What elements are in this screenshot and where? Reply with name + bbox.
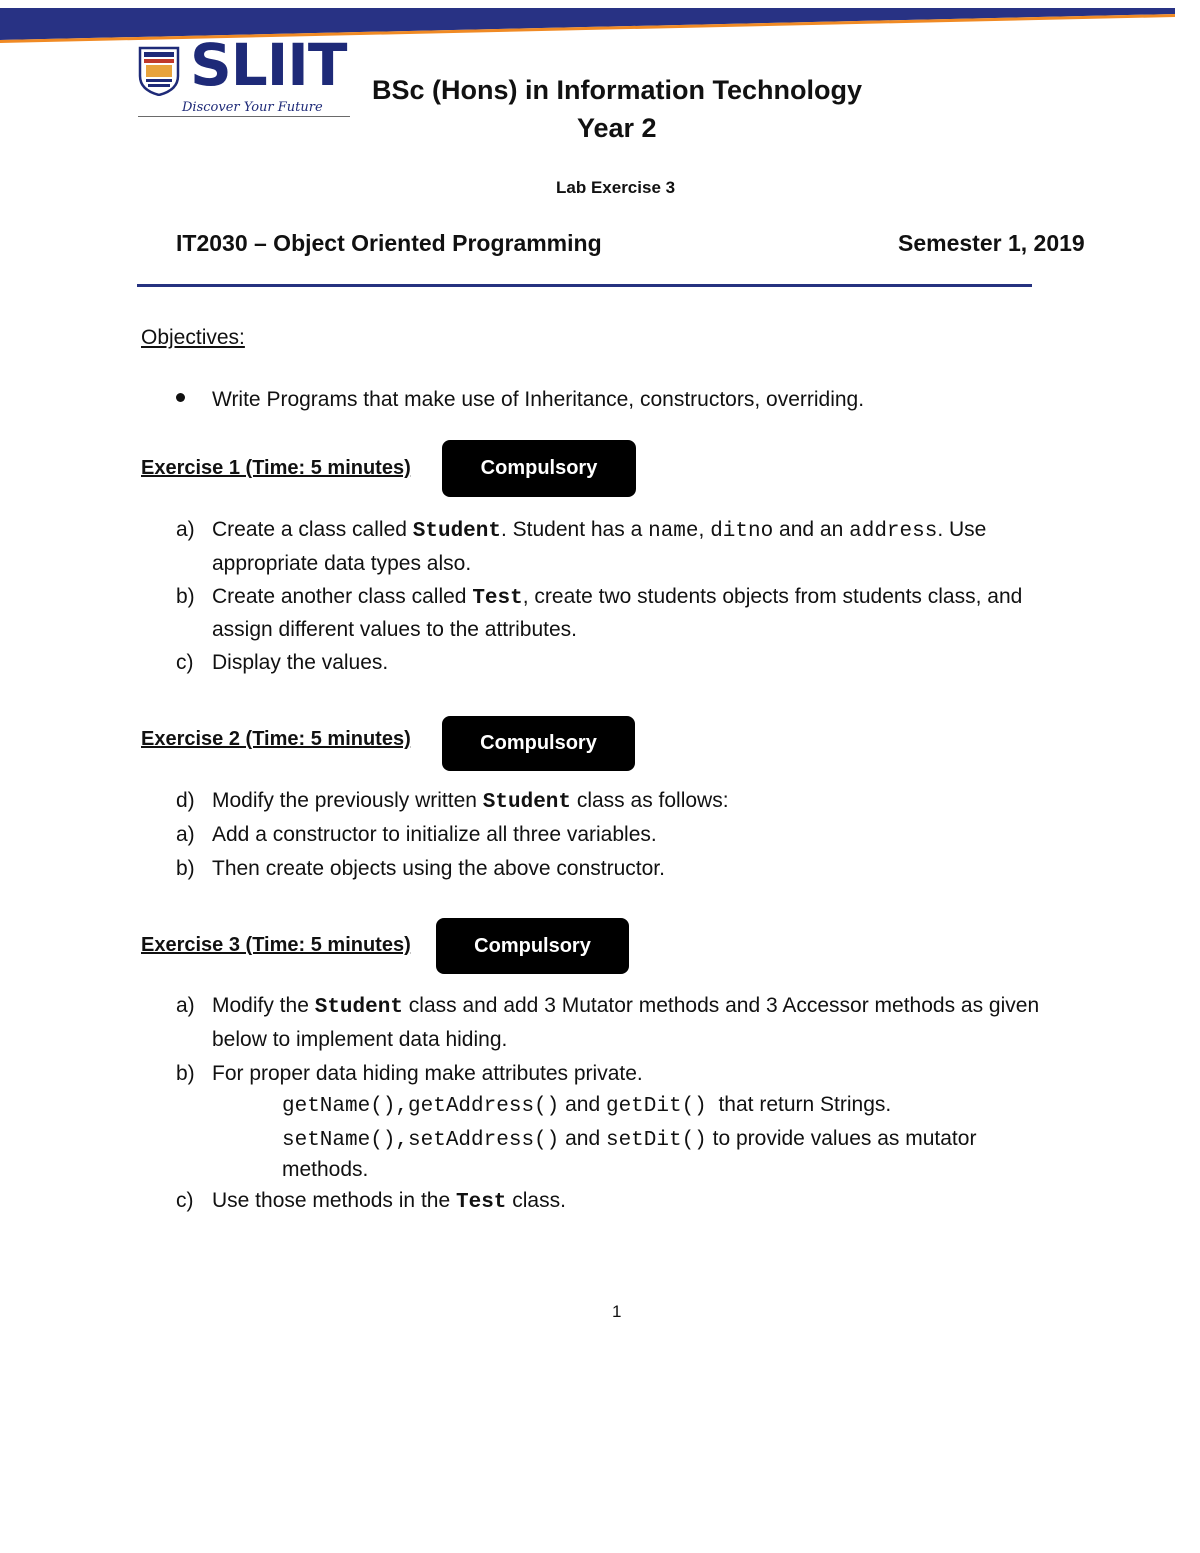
crest-icon	[138, 46, 180, 96]
code-address: address	[849, 520, 938, 543]
exercise-3-item-a-line1	[212, 993, 1039, 1021]
exercise-1-item-b-line1	[212, 584, 1022, 612]
exercise-1-item-c: Display the values.	[212, 651, 389, 674]
code-student: Student	[412, 520, 501, 543]
exercise-2-item-b: Then create objects using the above constructor.	[212, 857, 665, 880]
text-run: to provide values as mutator	[706, 1127, 977, 1150]
degree-title: BSc (Hons) in Information Technology	[372, 75, 862, 105]
text-run: and	[559, 1127, 606, 1150]
exercise-3-heading: Exercise 3 (Time: 5 minutes)	[141, 934, 411, 956]
item-label: b)	[176, 857, 195, 880]
page-number: 1	[612, 1302, 622, 1321]
exercise-1-item-a-line1	[212, 517, 986, 545]
exercise-1-item-b-line2: assign different values to the attributes.	[212, 618, 577, 641]
exercise-3-item-b-line1: For proper data hiding make attributes private.	[212, 1062, 643, 1085]
bullet-icon	[176, 393, 185, 402]
text-run: Use those methods in the	[212, 1189, 456, 1212]
text-run: . Use	[937, 518, 987, 541]
text-run: and an	[773, 518, 850, 541]
setter-methods-line	[282, 1126, 976, 1154]
exercise-3-item-a-line2: below to implement data hiding.	[212, 1028, 508, 1051]
code-setdit: setDit()	[605, 1129, 707, 1152]
code-ditno: ditno	[710, 520, 774, 543]
text-run: Create another class called	[212, 585, 473, 608]
exercise-1-item-a-line2: appropriate data types also.	[212, 552, 472, 575]
text-run: , create two students objects from students class, and	[522, 585, 1023, 608]
text-run: and	[559, 1093, 606, 1116]
code-getdit: getDit()	[605, 1095, 707, 1118]
semester-label: Semester 1, 2019	[898, 230, 1085, 256]
item-label: a)	[176, 994, 195, 1017]
item-label: a)	[176, 823, 195, 846]
objectives-heading: Objectives:	[141, 326, 245, 349]
item-label: d)	[176, 789, 195, 812]
sliit-logo	[138, 31, 352, 120]
text-run: Create a class called	[212, 518, 413, 541]
exercise-3-item-c	[212, 1188, 566, 1216]
code-student: Student	[314, 996, 403, 1019]
logo-tagline: Discover Your Future	[182, 100, 323, 115]
text-run: Modify the previously written	[212, 789, 483, 812]
course-title: IT2030 – Object Oriented Programming	[176, 230, 602, 256]
objective-item: Write Programs that make use of Inheritance, constructors, overriding.	[212, 388, 865, 411]
code-test: Test	[472, 587, 523, 610]
item-label: c)	[176, 651, 194, 674]
item-label: c)	[176, 1189, 194, 1212]
code-student: Student	[482, 791, 571, 814]
text-run: that return Strings.	[706, 1093, 892, 1116]
code-setters: setName(),setAddress()	[282, 1129, 560, 1152]
logo-underline	[138, 116, 350, 117]
text-run: class and add 3 Mutator methods and 3 Accessor methods as given	[402, 994, 1040, 1017]
exercise-1-compulsory-badge: Compulsory	[442, 440, 636, 497]
text-run: class as follows:	[571, 789, 729, 812]
text-run: class.	[506, 1189, 566, 1212]
item-label: b)	[176, 585, 195, 608]
code-test: Test	[455, 1191, 507, 1214]
logo-wordmark: SLIIT	[190, 31, 347, 99]
year-title: Year 2	[577, 113, 657, 143]
text-run: Modify the	[212, 994, 315, 1017]
header-band	[0, 0, 1200, 50]
text-run: ,	[698, 518, 711, 541]
code-getters: getName(),getAddress()	[282, 1095, 560, 1118]
exercise-1-heading: Exercise 1 (Time: 5 minutes)	[141, 457, 411, 479]
exercise-3-compulsory-badge: Compulsory	[436, 918, 629, 974]
title-divider	[137, 284, 1032, 287]
exercise-2-compulsory-badge: Compulsory	[442, 716, 635, 771]
lab-title: Lab Exercise 3	[556, 178, 676, 197]
text-run: . Student has a	[500, 518, 649, 541]
exercise-2-heading: Exercise 2 (Time: 5 minutes)	[141, 728, 411, 750]
code-name: name	[648, 520, 699, 543]
exercise-2-item-a: Add a constructor to initialize all three variables.	[212, 823, 657, 846]
item-label: b)	[176, 1062, 195, 1085]
getter-methods-line	[282, 1092, 891, 1120]
setter-methods-line2: methods.	[282, 1158, 369, 1181]
item-label: a)	[176, 518, 195, 541]
exercise-2-item-d	[212, 788, 729, 816]
